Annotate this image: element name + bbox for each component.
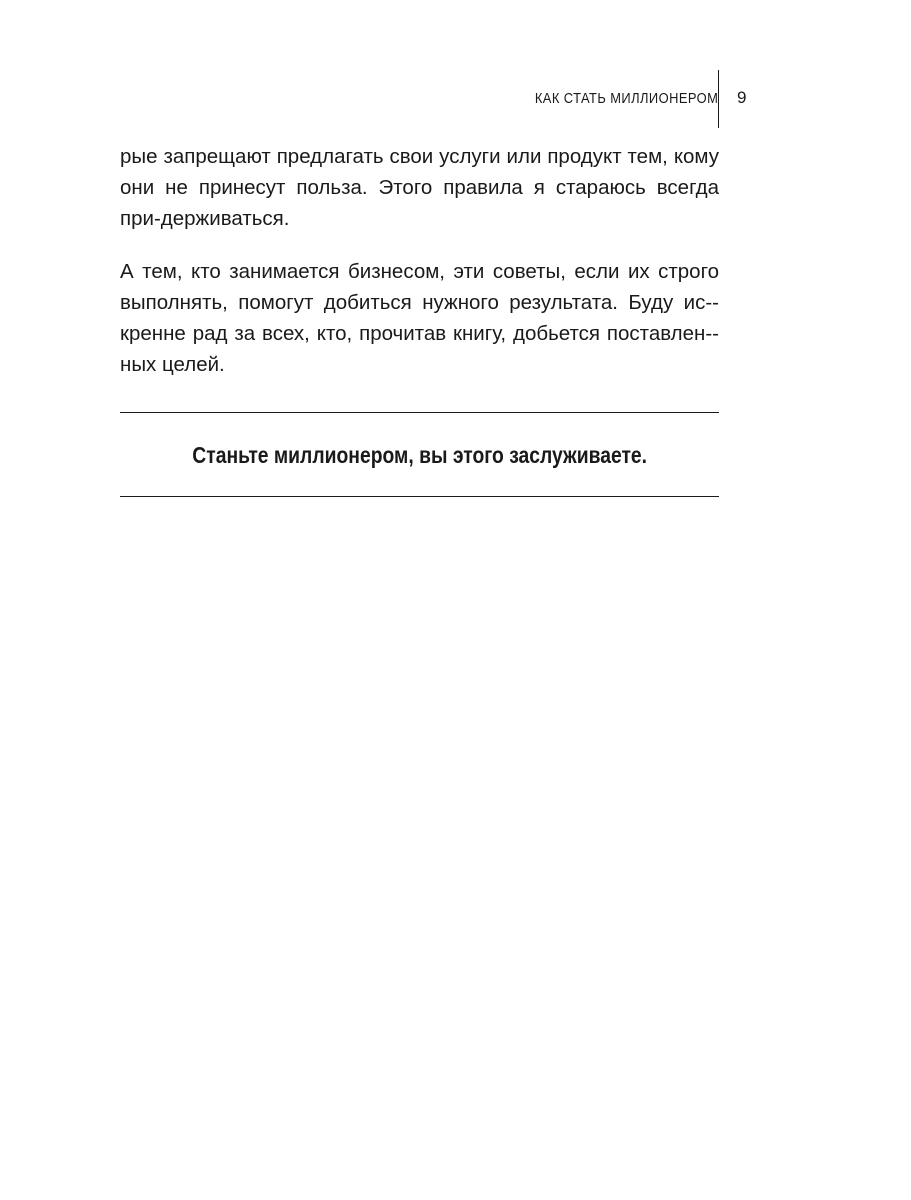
callout-text: Станьте миллионером, вы этого заслуживаете.	[192, 442, 647, 468]
paragraph-2: А тем, кто занимается бизнесом, эти советы, если их строго выполнять, помогут добиться нужного результата. Буду ис-кренне рад за всех, кто, прочитав книгу, добьется поставлен-ных целей.	[120, 260, 719, 376]
paragraph-1: рые запрещают предлагать свои услуги или продукт тем, кому они не принесут польза. Этого правила я стараюсь всегда при-держиваться.	[120, 145, 719, 230]
page-number: 9	[737, 88, 747, 107]
running-head-title: КАК СТАТЬ МИЛЛИОНЕРОМ	[534, 90, 718, 107]
body-text	[120, 141, 719, 402]
callout-box	[120, 412, 719, 497]
header-divider	[718, 70, 719, 128]
